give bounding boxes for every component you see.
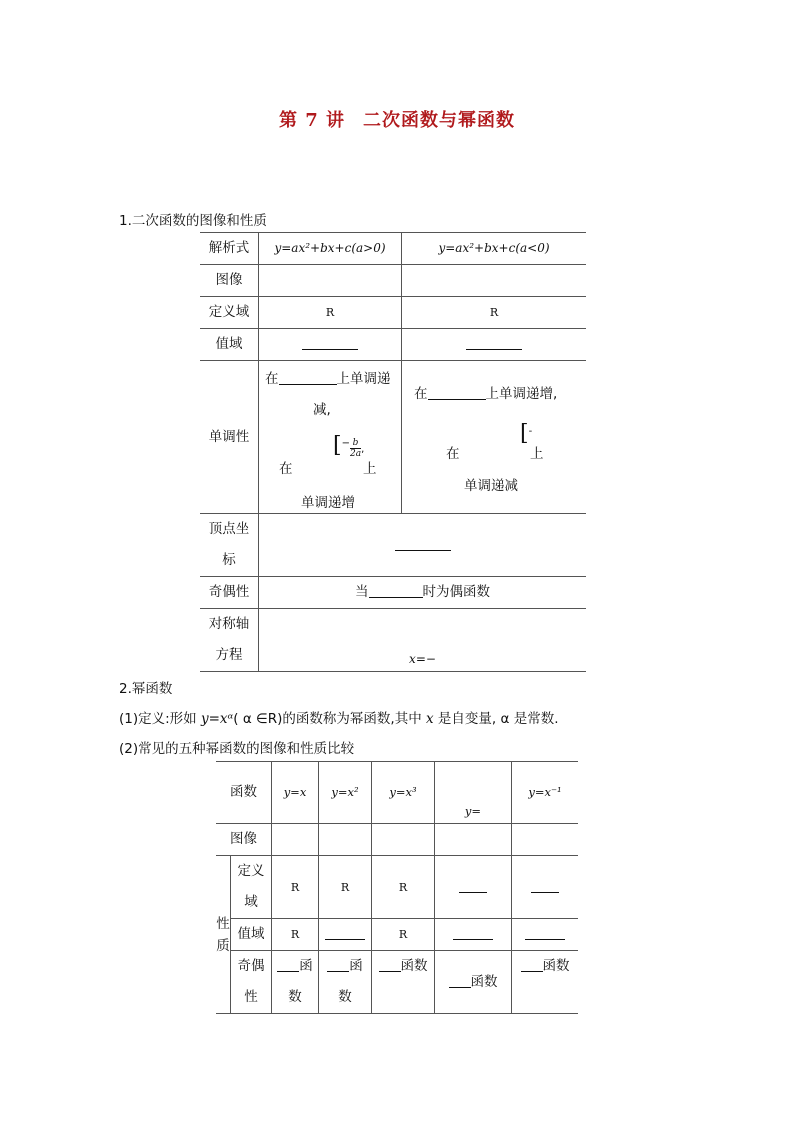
- cell: R: [402, 297, 587, 329]
- cell: 函 数: [319, 951, 372, 1014]
- cell: 当 时为偶函数: [259, 577, 587, 609]
- cell: 函数: [372, 951, 435, 1014]
- cell: [512, 919, 579, 951]
- answer-blank: [459, 876, 487, 893]
- answer-blank: [279, 368, 337, 385]
- table-row: [200, 233, 586, 265]
- cell: R: [272, 856, 319, 919]
- table-row: [216, 762, 578, 824]
- lesson-number: 第 7 讲: [278, 110, 346, 131]
- func-y-x-inv: y=x⁻¹: [512, 762, 579, 824]
- table-row: [216, 951, 578, 1014]
- answer-blank: [369, 581, 423, 598]
- table-row: [200, 297, 586, 329]
- cell: 函 数: [272, 951, 319, 1014]
- row-label-vertex: 顶点坐 标: [200, 514, 259, 577]
- cell: [435, 919, 512, 951]
- row-label-image: 图像: [200, 265, 259, 297]
- cell: x=−: [259, 609, 587, 672]
- row-label-parity: 奇偶 性: [231, 951, 272, 1014]
- cell: [435, 856, 512, 919]
- row-label-image: 图像: [216, 824, 272, 856]
- table-row: [216, 919, 578, 951]
- table-row: [216, 856, 578, 919]
- cell: 在 上单调递增, [- 在 上 单调递减: [402, 361, 587, 514]
- section1-heading: 1.二次函数的图像和性质: [119, 213, 267, 229]
- row-label-range: 值域: [231, 919, 272, 951]
- definition-text: (1)定义:形如 y=xᵅ( α ∈R)的函数称为幂函数,其中 x 是自变量, α 是常数.: [119, 711, 559, 727]
- row-label-axis: 对称轴 方程: [200, 609, 259, 672]
- header-label: 函数: [216, 762, 272, 824]
- cell: R: [319, 856, 372, 919]
- col-a-positive: y=ax²+bx+c(a>0): [259, 233, 402, 265]
- answer-blank: [449, 971, 471, 988]
- fraction: $\frac{b}{2a}$: [349, 437, 362, 459]
- table-row: [200, 514, 586, 577]
- func-y-x: y=x: [272, 762, 319, 824]
- func-y-x2: y=x²: [319, 762, 372, 824]
- table-row: [216, 824, 578, 856]
- table-row: [200, 329, 586, 361]
- cell: [319, 919, 372, 951]
- cell: [512, 824, 579, 856]
- table-row: [200, 609, 586, 672]
- row-label-property: 性质: [216, 856, 231, 1014]
- answer-blank: [521, 955, 543, 972]
- row-label-monotonicity: 单调性: [200, 361, 259, 514]
- cell: R: [259, 297, 402, 329]
- answer-blank: [525, 923, 565, 940]
- answer-blank: [531, 876, 559, 893]
- cell: 函数: [435, 951, 512, 1014]
- row-label-range: 值域: [200, 329, 259, 361]
- answer-blank: [325, 923, 365, 940]
- table-row: [200, 361, 586, 514]
- cell: [259, 514, 587, 577]
- row-label-parity: 奇偶性: [200, 577, 259, 609]
- cell: [319, 824, 372, 856]
- compare-heading: (2)常见的五种幂函数的图像和性质比较: [119, 741, 355, 757]
- cell: R: [372, 919, 435, 951]
- cell: [372, 824, 435, 856]
- cell: R: [372, 856, 435, 919]
- row-label-domain: 定义域: [200, 297, 259, 329]
- cell: [435, 824, 512, 856]
- cell: [512, 856, 579, 919]
- answer-blank: [379, 955, 401, 972]
- answer-blank: [302, 333, 358, 350]
- func-y-sqrt: y=: [435, 762, 512, 824]
- page-title: [0, 106, 794, 132]
- col-a-negative: y=ax²+bx+c(a<0): [402, 233, 587, 265]
- table-row: [200, 265, 586, 297]
- cell: 在 上单调递 减, [− $\frac{b}{2a}$, 在 上 单调递增: [259, 361, 402, 514]
- answer-blank: [277, 955, 299, 972]
- lesson-name: 二次函数与幂函数: [363, 110, 516, 131]
- cell: [272, 824, 319, 856]
- cell: [402, 329, 587, 361]
- section2-heading: 2.幂函数: [119, 681, 173, 697]
- cell: 函数: [512, 951, 579, 1014]
- header-label: 解析式: [200, 233, 259, 265]
- quadratic-table: [200, 232, 586, 672]
- row-label-domain: 定义 域: [231, 856, 272, 919]
- cell: R: [272, 919, 319, 951]
- answer-blank: [395, 534, 451, 551]
- cell: [402, 265, 587, 297]
- cell: [259, 265, 402, 297]
- func-y-x3: y=x³: [372, 762, 435, 824]
- answer-blank: [327, 955, 349, 972]
- table-row: [200, 577, 586, 609]
- answer-blank: [453, 923, 493, 940]
- cell: [259, 329, 402, 361]
- answer-blank: [428, 383, 486, 400]
- answer-blank: [466, 333, 522, 350]
- power-function-table: [216, 761, 578, 1014]
